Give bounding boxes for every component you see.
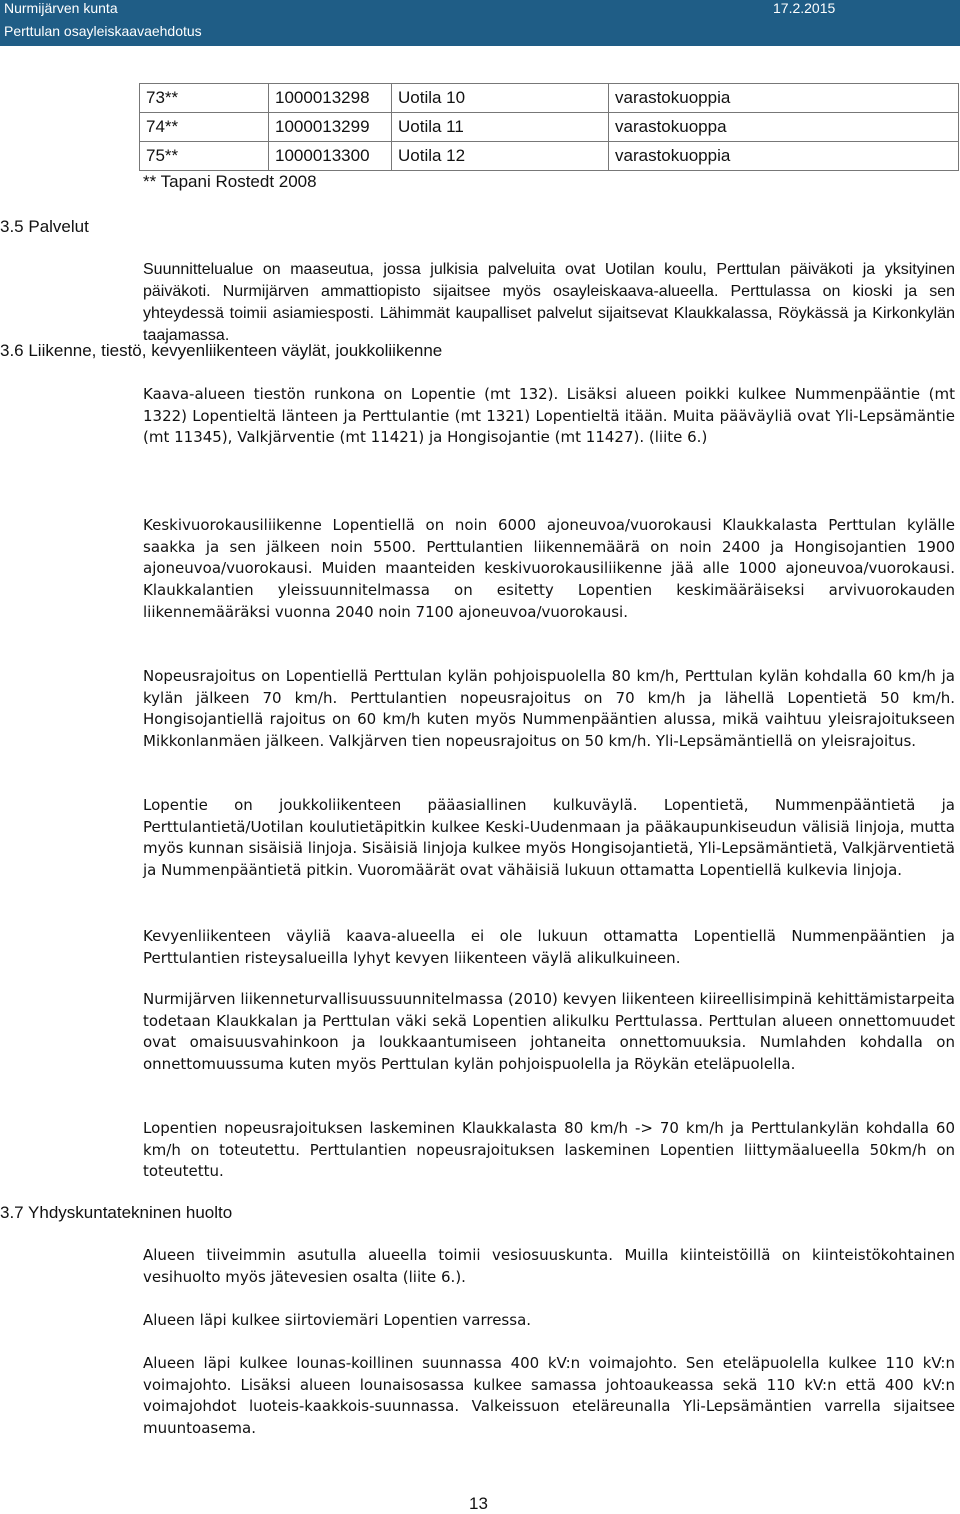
traffic-paragraph: Nopeusrajoitus on Lopentiellä Perttulan kylän pohjoispuolella 80 km/h, Perttulan kylän kohdalla 60 km/h ja kylän jälkeen 70 km/h. Perttulantien nopeusrajoitus on 70 km/h ja lähellä Lopentietä 50 km/h. Hongisojantiellä rajoitus on 60 km/h kuten myös Nummenpääntien alussa, mikä vaihtuu yleisrajoitukseen Mikkonlanmäen jälkeen. Valkjärven tien nopeusrajoitus on 50 km/h. Yli-Lepsämäntiellä on yleisrajoitus. xyxy=(143,667,955,751)
traffic-paragraph: Lopentien nopeusrajoituksen laskeminen Klaukkalasta 80 km/h -> 70 km/h ja Perttulankylän kohdalla 60 km/h on toteutettu. Perttulantien nopeusrajoituksen laskeminen Lopentien liittymäalueella 50km/h on toteutettu. xyxy=(143,1119,955,1181)
traffic-paragraph: Kevyenliikenteen väyliä kaava-alueella ei ole lukuun ottamatta Lopentiellä Nummenpääntien ja Perttulantien risteysalueilla lyhyt kevyen liikenteen väylä alikulkuineen. xyxy=(143,927,955,967)
table-cell: Uotila 12 xyxy=(392,142,609,171)
table-source-note: ** Tapani Rostedt 2008 xyxy=(143,172,317,191)
table-cell: 73** xyxy=(140,84,269,113)
document-date: 17.2.2015 xyxy=(773,0,836,16)
organization-name: Nurmijärven kunta xyxy=(4,0,118,16)
table-cell: varastokuoppia xyxy=(609,142,959,171)
table-cell: 75** xyxy=(140,142,269,171)
utilities-paragraph: Alueen läpi kulkee lounas-koillinen suunnassa 400 kV:n voimajohto. Sen eteläpuolella kulkee 110 kV:n voimajohto. Lisäksi alueen lounaisosassa kulkee samassa johtoaukeassa sekä 110 kV:n että 400 kV:n voimajohdot luoteis-kaakkois-suunnassa. Valkeissuon eteläreunalla Yli-Lepsämäntien varrella sijaitsee muuntoasema. xyxy=(143,1354,955,1438)
services-paragraph: Suunnittelualue on maaseutua, jossa julkisia palveluita ovat Uotilan koulu, Perttulan päiväkoti ja yksityinen päiväkoti. Nurmijärven ammattiopisto sijaitsee myös osayleiskaava-alueella. Perttulassa on kioski ja sen yhteydessä toimii asiamiesposti. Lähimmät kaupalliset palvelut sijaitsevat Klaukkalassa, Röykässä ja Kirkonkylän taajamassa. xyxy=(143,261,955,344)
page-header xyxy=(0,0,960,46)
table-cell: 1000013299 xyxy=(269,113,392,142)
table-cell: Uotila 11 xyxy=(392,113,609,142)
utilities-paragraph: Alueen tiiveimmin asutulla alueella toimii vesiosuuskunta. Muilla kiinteistöillä on kiinteistökohtainen vesihuolto myös jätevesien osalta (liite 6.). xyxy=(143,1246,955,1286)
section-heading-services: 3.5 Palvelut xyxy=(0,217,89,236)
table-row xyxy=(140,142,959,171)
traffic-paragraph: Keskivuorokausiliikenne Lopentiellä on noin 6000 ajoneuvoa/vuorokausi Klaukkalasta Perttulan kylälle saakka ja sen jälkeen noin 5500. Perttulantien liikennemäärä on noin 2400 ja Hongisojantien 1900 ajoneuvoa/vuorokausi. Muiden maanteiden keskivuorokausiliikenne jää alle 1000 ajoneuvoa/vuorokausi. Klaukkalantien yleissuunnitelmassa on esitetty Lopentien keskimääräiseksi arvivuorokauden liikennemääräksi vuonna 2040 noin 7100 ajoneuvoa/vuorokausi. xyxy=(143,516,955,621)
utilities-paragraph: Alueen läpi kulkee siirtoviemäri Lopentien varressa. xyxy=(143,1311,532,1329)
table-row xyxy=(140,113,959,142)
section-heading-utilities: 3.7 Yhdyskuntatekninen huolto xyxy=(0,1203,233,1222)
lots-table xyxy=(139,83,959,171)
table-cell: varastokuoppa xyxy=(609,113,959,142)
table-row xyxy=(140,84,959,113)
table-cell: 74** xyxy=(140,113,269,142)
table-cell: 1000013298 xyxy=(269,84,392,113)
page-number: 13 xyxy=(469,1494,488,1513)
document-title: Perttulan osayleiskaavaehdotus xyxy=(4,23,202,39)
traffic-paragraph: Nurmijärven liikenneturvallisuussuunnitelmassa (2010) kevyen liikenteen kiireellisimpinä kehittämistarpeita todetaan Klaukkalan ja Perttulan väki sekä Lopentien alikulku Perttulassa. Perttulan alueen onnettomuudet ovat omaisuusvahinkoon ja loukkaantumiseen johtaneita onnettomuuksia. Numlahden kohdalla on onnettomuussuma kuten myös Perttulan kylän pohjoispuolella ja Röykän eteläpuolella. xyxy=(143,990,955,1074)
section-heading-traffic: 3.6 Liikenne, tiestö, kevyenliikenteen väylät, joukkoliikenne xyxy=(0,341,443,360)
table-cell: 1000013300 xyxy=(269,142,392,171)
table-cell: varastokuoppia xyxy=(609,84,959,113)
traffic-paragraph: Kaava-alueen tiestön runkona on Lopentie (mt 132). Lisäksi alueen poikki kulkee Nummenpääntie (mt 1322) Lopentieltä länteen ja Perttulantie (mt 1321) Lopentieltä itään. Muita pääväyliä ovat Yli-Lepsämäntie (mt 11345), Valkjärventie (mt 11421) ja Hongisojantie (mt 11427). (liite 6.) xyxy=(143,385,955,447)
traffic-paragraph: Lopentie on joukkoliikenteen pääasiallinen kulkuväylä. Lopentietä, Nummenpääntietä ja Perttulantietä/Uotilan koulutietäpitkin kulkee Keski-Uudenmaan ja pääkaupunkiseudun välisiä linjoja, mutta myös kunnan sisäisiä linjoja. Sisäisiä linjoja kulkee myös Hongisojantietä, Yli-Lepsämäntietä, Valkjärventietä ja Nummenpääntietä pitkin. Vuoromäärät ovat vähäisiä lukuun ottamatta Lopentiellä kulkevia linjoja. xyxy=(143,796,955,880)
table-cell: Uotila 10 xyxy=(392,84,609,113)
